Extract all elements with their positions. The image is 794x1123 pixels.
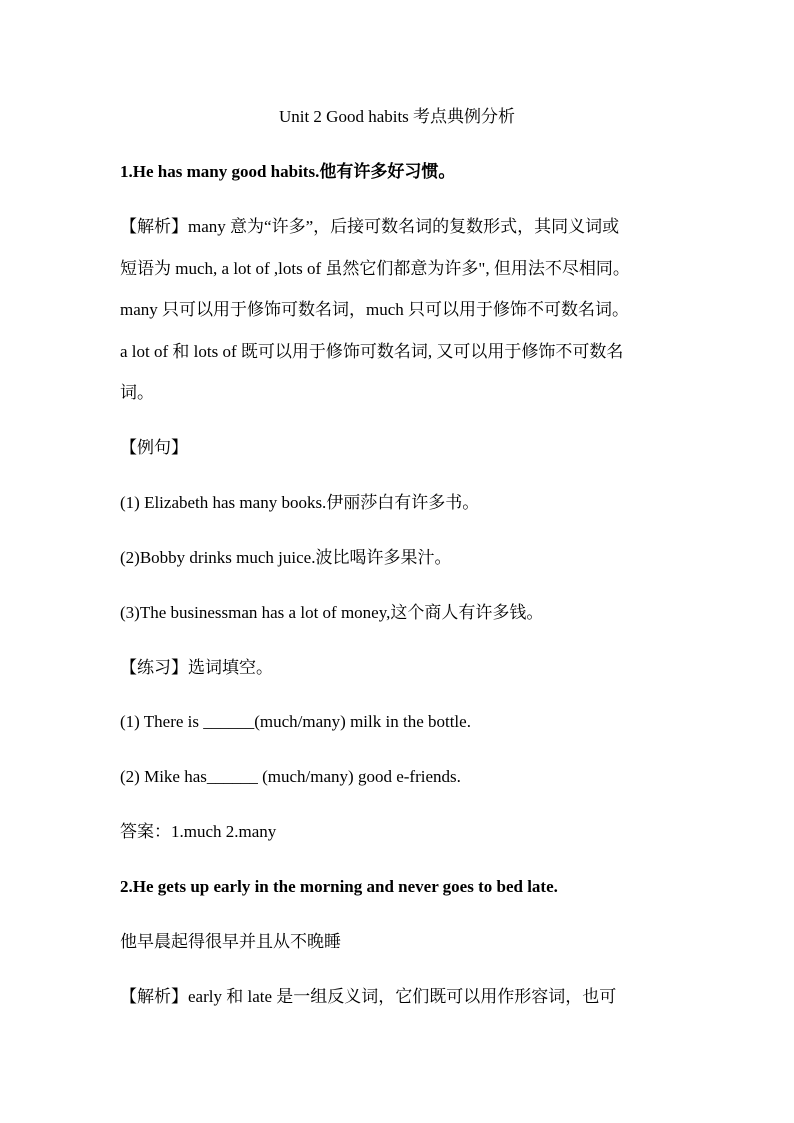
section-2-analysis: 【解析】early 和 late 是一组反义词，它们既可以用作形容词，也可	[120, 987, 617, 1006]
example-2: (2)Bobby drinks much juice.波比喝许多果汁。	[120, 548, 452, 567]
practice-1: (1) There is ______(much/many) milk in the bottle.	[120, 712, 471, 731]
analysis-line-3: many 只可以用于修饰可数名词，much 只可以用于修饰不可数名词。	[120, 300, 630, 319]
answer-line: 答案：1.much 2.many	[120, 822, 277, 841]
analysis-line-4: a lot of 和 lots of 既可以用于修饰可数名词, 又可以用于修饰不可数名	[120, 342, 624, 361]
practice-label: 【练习】选词填空。	[120, 658, 273, 677]
practice-2: (2) Mike has______ (much/many) good e-friends.	[120, 767, 461, 786]
examples-label: 【例句】	[120, 438, 188, 457]
section-2-heading: 2.He gets up early in the morning and never goes to bed late.	[120, 877, 558, 896]
document-title: Unit 2 Good habits 考点典例分析	[278, 107, 516, 126]
section-2-translation: 他早晨起得很早并且从不晚睡	[120, 932, 341, 951]
analysis-line-2: 短语为 much, a lot of ,lots of 虽然它们都意为许多", 但用法不尽相同。	[120, 259, 630, 278]
analysis-line-1: 【解析】many 意为“许多”，后接可数名词的复数形式，其同义词或	[120, 217, 620, 236]
analysis-line-5: 词。	[120, 383, 154, 402]
section-1-heading: 1.He has many good habits.他有许多好习惯。	[120, 162, 456, 181]
example-1: (1) Elizabeth has many books.伊丽莎白有许多书。	[120, 493, 480, 512]
example-3: (3)The businessman has a lot of money,这个商人有许多钱。	[120, 603, 544, 622]
